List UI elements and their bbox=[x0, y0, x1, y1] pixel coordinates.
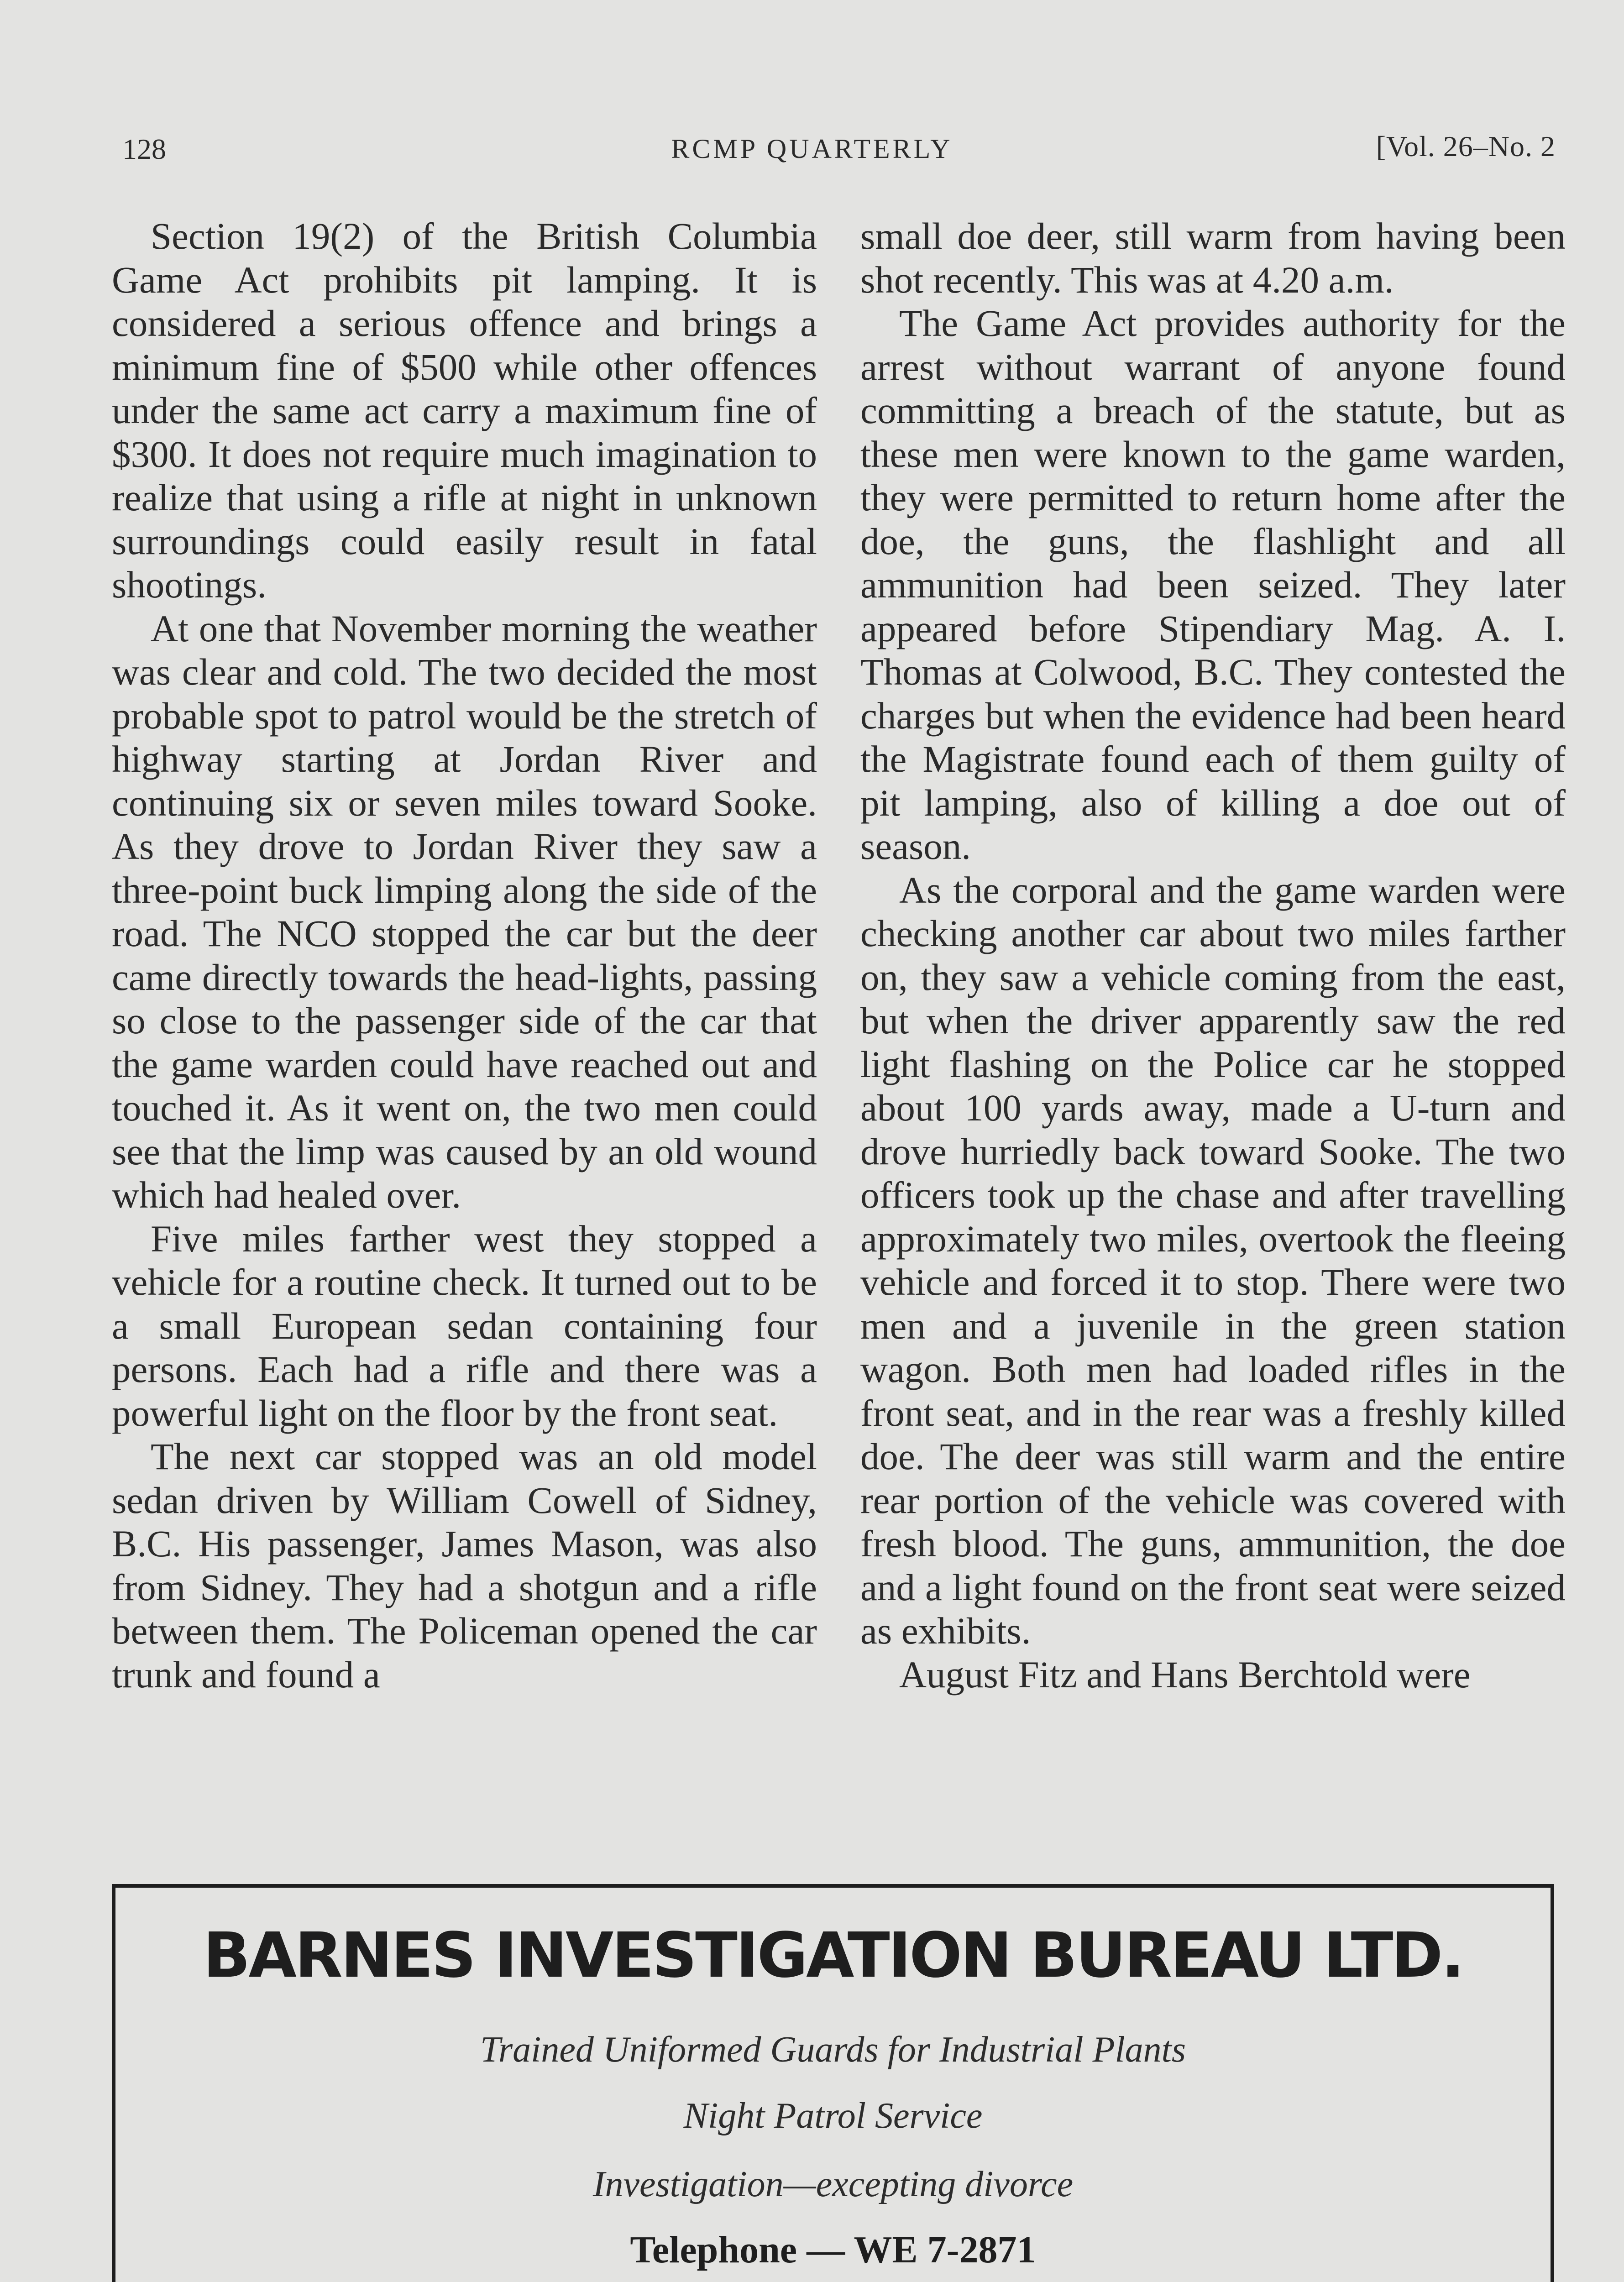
ad-service-line: Trained Uniformed Guards for Industrial Plants bbox=[480, 2030, 1186, 2070]
ad-service-line: Investigation—excepting divorce bbox=[592, 2164, 1074, 2204]
paragraph: August Fitz and Hans Berchtold were bbox=[899, 1653, 1471, 1696]
page-number: 128 bbox=[122, 133, 166, 165]
ad-telephone: Telephone — WE 7-2871 bbox=[630, 2229, 1036, 2271]
paragraph: The next car stopped was an old model sedan driven by William Cowell of Sidney, B.C. His passenger, James Mason, was also from Sidney. They had a shotgun and a rifle between them. The Policeman opened the car trunk and found a bbox=[112, 1435, 817, 1696]
volume-info: [Vol. 26–No. 2 bbox=[1376, 130, 1556, 162]
article-body bbox=[112, 215, 1566, 1839]
advertisement-box bbox=[112, 1884, 1554, 2282]
paragraph: As the corporal and the game warden were checking another car about two miles farther on, they saw a vehicle coming from the east, but when the driver apparently saw the red light flashing on the Police car he stopped about 100 yards away, made a U-turn and drove hurriedly back toward Sooke. The two officers took up the chase and after travelling approximately two miles, overtook the fleeing vehicle and forced it to stop. There were two men and a juvenile in the green station wagon. Both men had loaded rifles in the front seat, and in the rear was a freshly killed doe. The deer was still warm and the entire rear portion of the vehicle was covered with fresh blood. The guns, ammunition, the doe and a light found on the front seat were seized as exhibits. bbox=[860, 869, 1566, 1652]
running-head bbox=[0, 123, 1624, 173]
left-column bbox=[112, 215, 817, 1696]
paragraph: Section 19(2) of the British Columbia Game Act prohibits pit lamping. It is considered a serious offence and brings a minimum fine of $500 while other offences under the same act carry a maximum fine of $300. It does not require much imagination to realize that using a rifle at night in unknown surroundings could easily result in fatal shootings. bbox=[112, 215, 817, 606]
ad-company-name: BARNES INVESTIGATION BUREAU LTD. bbox=[203, 1920, 1463, 1992]
journal-title: RCMP QUARTERLY bbox=[671, 134, 953, 164]
ad-service-line: Night Patrol Service bbox=[683, 2096, 983, 2136]
paragraph-continuation: small doe deer, still warm from having been shot recently. This was at 4.20 a.m. bbox=[860, 215, 1566, 301]
paragraph: At one that November morning the weather was clear and cold. The two decided the most probable spot to patrol would be the stretch of highway starting at Jordan River and continuing six or seven miles toward Sooke. As they drove to Jordan River they saw a three-point buck limping along the side of the road. The NCO stopped the car but the deer came directly towards the head-lights, passing so close to the passenger side of the car that the game warden could have reached out and touched it. As it went on, the two men could see that the limp was caused by an old wound which had healed over. bbox=[112, 607, 817, 1216]
paragraph: Five miles farther west they stopped a vehicle for a routine check. It turned out to be a small European sedan containing four persons. Each had a rifle and there was a powerful light on the floor by the front seat. bbox=[112, 1217, 817, 1434]
paragraph: The Game Act provides authority for the arrest without warrant of anyone found committing a breach of the statute, but as these men were known to the game warden, they were permitted to return home after the doe, the guns, the flashlight and all ammunition had been seized. They later appeared before Stipendiary Mag. A. I. Thomas at Colwood, B.C. They contested the charges but when the evidence had been heard the Magistrate found each of them guilty of pit lamping, also of killing a doe out of season. bbox=[860, 302, 1566, 867]
right-column bbox=[860, 215, 1566, 1696]
